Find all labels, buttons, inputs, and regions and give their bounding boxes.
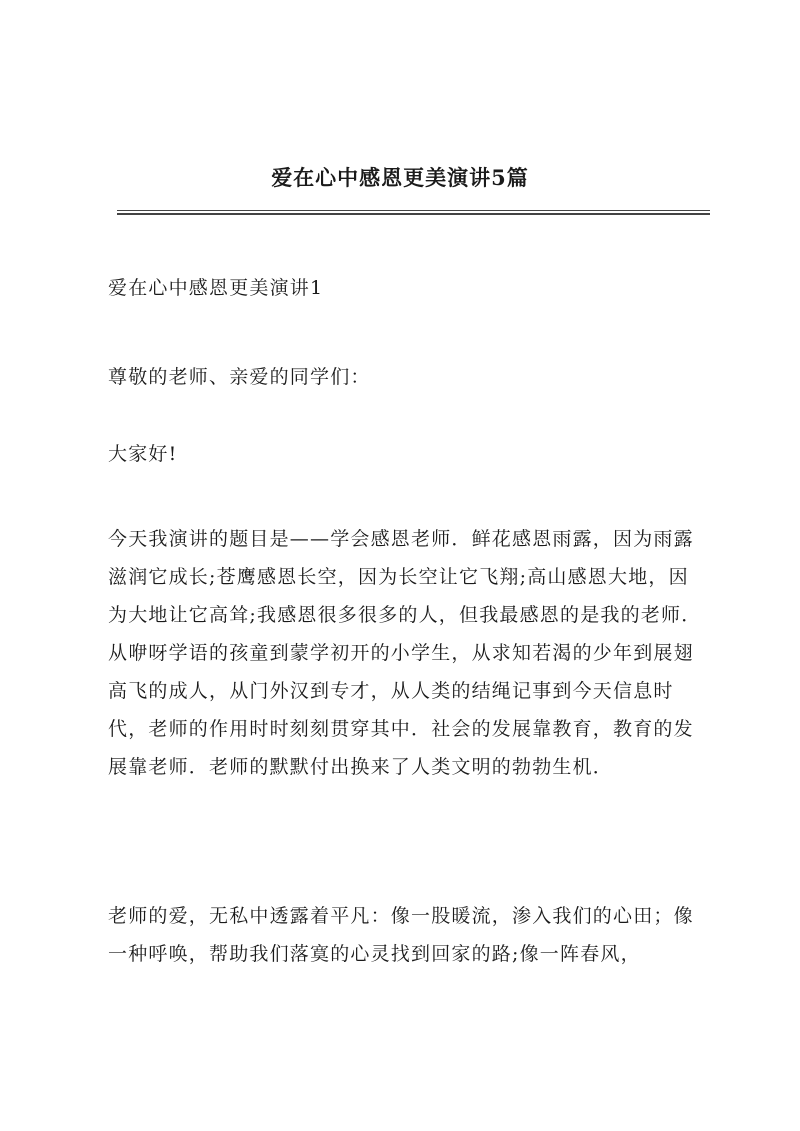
greeting-line: 大家好! (108, 443, 178, 465)
title-divider (117, 210, 710, 211)
salutation: 尊敬的老师、亲爱的同学们： (108, 366, 371, 388)
paragraph: 老师的爱，无私中透露着平凡：像一股暖流，渗入我们的心田；像一种呼唤，帮助我们落寞的心灵找到回家的路;像一阵春风， (108, 905, 694, 965)
paragraph: 今天我演讲的题目是——学会感恩老师．鲜花感恩雨露，因为雨露滋润它成长;苍鹰感恩长空，因为长空让它飞翔;高山感恩大地，因为大地让它高耸;我感恩很多很多的人，但我最感恩的是我的老师．从咿呀学语的孩童到蒙学初开的小学生，从求知若渴的少年到展翅高飞的成人，从门外汉到专才，从人类的结绳记事到今天信息时代，老师的作用时时刻刻贯穿其中．社会的发展靠教育，教育的发展靠老师．老师的默默付出换来了人类文明的勃勃生机． (108, 528, 702, 778)
section-heading: 爱在心中感恩更美演讲1 (108, 277, 324, 299)
document-title: 爱在心中感恩更美演讲5篇 (271, 165, 529, 190)
title-divider-bottom (117, 213, 710, 215)
